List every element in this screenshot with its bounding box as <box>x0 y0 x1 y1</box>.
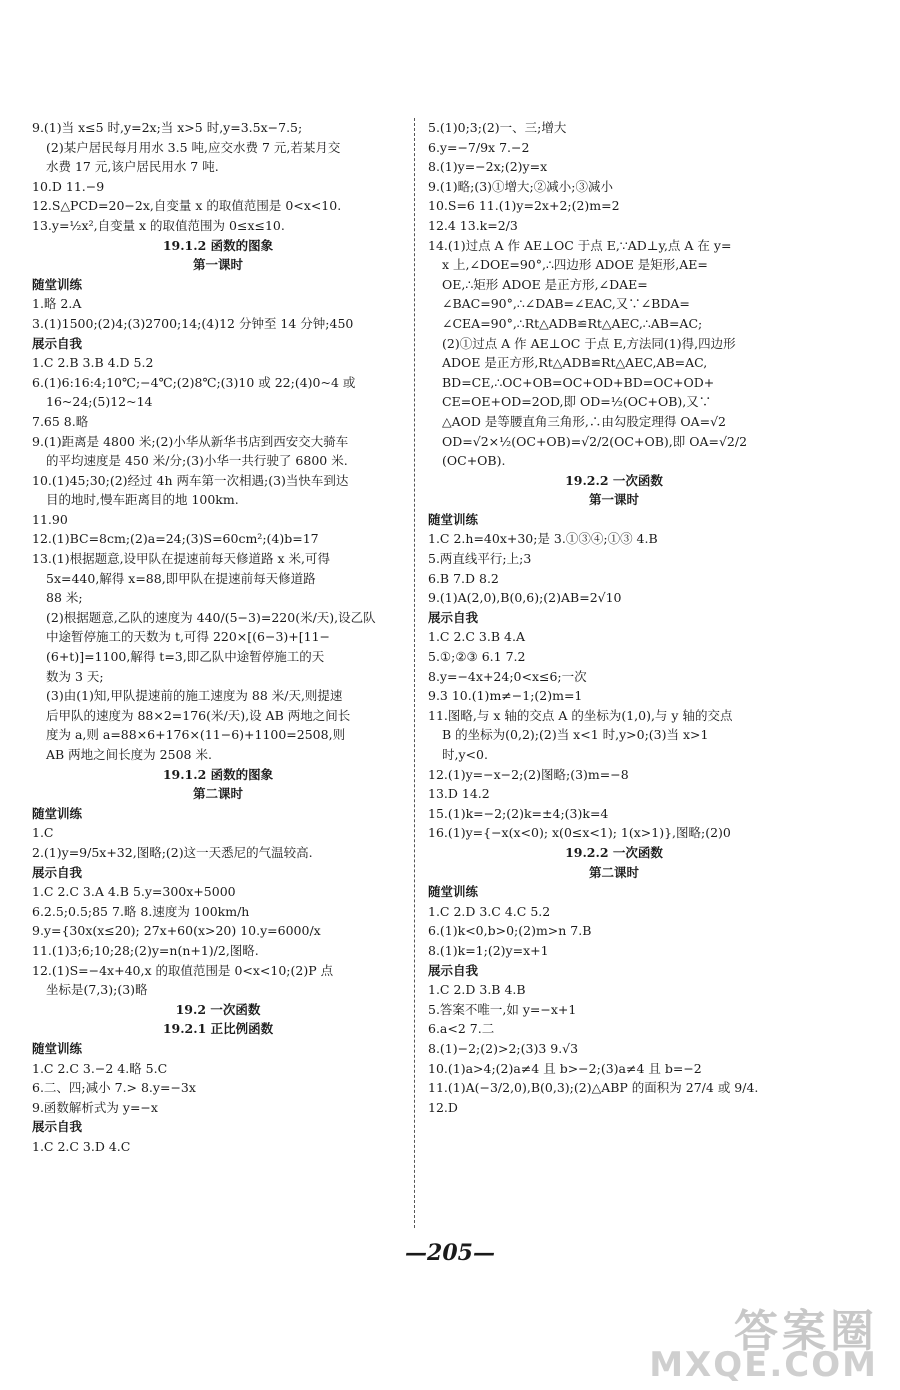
answer-line: △AOD 是等腰直角三角形,∴由勾股定理得 OA=√2 <box>442 413 726 429</box>
answer-line: (2)根据题意,乙队的速度为 440/(5−3)=220(米/天),设乙队 <box>46 609 376 625</box>
answer-line: 13.D 14.2 <box>428 786 490 802</box>
answer-line: 1.C 2.C 3.A 4.B 5.y=300x+5000 <box>32 884 236 900</box>
answer-line: 1.C 2.C 3.D 4.C <box>32 1138 131 1154</box>
answer-line: 88 米; <box>46 590 83 606</box>
section-title: 19.1.2 函数的图象 <box>162 237 274 253</box>
answer-line: 中途暂停施工的天数为 t,可得 220×[(6−3)+[11− <box>46 629 331 645</box>
answer-line: 9.y={30x(x≤20); 27x+60(x>20) 10.y=6000/x <box>32 923 321 939</box>
answer-line: 14.(1)过点 A 作 AE⊥OC 于点 E,∵AD⊥y,点 A 在 y= <box>428 237 732 253</box>
answer-line: 1.C 2.D 3.B 4.B <box>428 982 526 998</box>
subsection-heading: 随堂训练 <box>428 884 479 900</box>
answer-line: 数为 3 天; <box>46 668 104 684</box>
answer-line: 10.D 11.−9 <box>32 178 105 194</box>
answer-line: 6.二、四;减小 7.> 8.y=−3x <box>32 1080 196 1096</box>
subsection-heading: 展示自我 <box>428 962 479 978</box>
answer-line: 度为 a,则 a=88×6+176×(11−6)+1100=2508,则 <box>46 727 346 743</box>
watermark-text: 答案圈 <box>734 1306 878 1357</box>
answer-line: 16~24;(5)12~14 <box>46 394 153 410</box>
answer-line: AB 两地之间长度为 2508 米. <box>46 747 212 762</box>
column-divider <box>414 118 415 1228</box>
answer-line: 8.(1)y=−2x;(2)y=x <box>428 159 548 175</box>
answer-line: 12.(1)BC=8cm;(2)a=24;(3)S=60cm²;(4)b=17 <box>32 531 319 547</box>
answer-line: 6.a<2 7.二 <box>428 1021 495 1037</box>
section-title: 19.1.2 函数的图象 <box>162 766 274 782</box>
answer-line: 12.D <box>428 1099 458 1115</box>
answer-line: 水费 17 元,该户居民用水 7 吨. <box>46 159 219 175</box>
answer-line: 6.(1)6:16:4;10℃;−4℃;(2)8℃;(3)10 或 22;(4)0~4 或 <box>32 374 356 390</box>
answer-line: 1.C 2.C 3.B 4.A <box>428 629 525 645</box>
answer-line: 6.y=−7/9x 7.−2 <box>428 139 530 155</box>
answer-line: 1.C 2.D 3.C 4.C 5.2 <box>428 903 551 919</box>
answer-line: 坐标是(7,3);(3)略 <box>46 982 148 998</box>
section-title: 第二课时 <box>588 864 639 880</box>
section-title: 第一课时 <box>192 257 243 273</box>
subsection-heading: 随堂训练 <box>32 805 83 821</box>
answer-line: 1.C 2.h=40x+30;是 3.①③④;①③ 4.B <box>428 531 658 547</box>
answer-line: 目的地时,慢车距离目的地 100km. <box>46 492 239 508</box>
subsection-heading: 随堂训练 <box>428 511 479 527</box>
watermark-logo <box>649 1295 882 1387</box>
answer-line: (6+t)]=1100,解得 t=3,即乙队中途暂停施工的天 <box>46 649 325 665</box>
answer-line: 11.90 <box>32 511 68 527</box>
answer-line: 7.65 8.略 <box>32 413 89 429</box>
answer-line: 6.B 7.D 8.2 <box>428 570 499 586</box>
answer-line: 8.(1)−2;(2)>2;(3)3 9.√3 <box>428 1040 579 1056</box>
subsection-heading: 展示自我 <box>32 864 83 880</box>
answer-line: 的平均速度是 450 米/分;(3)小华一共行驶了 6800 米. <box>46 453 348 469</box>
answer-line: 5x=440,解得 x=88,即甲队在提速前每天修道路 <box>46 570 316 586</box>
section-title: 19.2.2 一次函数 <box>565 844 663 860</box>
answer-line: 1.C <box>32 825 54 841</box>
answer-line: 5.两直线平行;上;3 <box>428 551 532 567</box>
answer-line: 2.(1)y=9/5x+32,图略;(2)这一天悉尼的气温较高. <box>32 844 313 860</box>
answer-line: 12.(1)S=−4x+40,x 的取值范围是 0<x<10;(2)P 点 <box>32 962 334 978</box>
answer-line: CE=OE+OD=2OD,即 OD=½(OC+OB),又∵ <box>442 394 712 410</box>
subsection-heading: 展示自我 <box>428 609 479 625</box>
answer-line: 10.(1)a>4;(2)a≠4 且 b>−2;(3)a≠4 且 b=−2 <box>428 1060 702 1076</box>
section-title: 第二课时 <box>192 786 243 802</box>
watermark-url: MXQE.COM <box>649 1345 878 1385</box>
answer-line: 12.(1)y=−x−2;(2)图略;(3)m=−8 <box>428 766 629 782</box>
answer-line: 9.(1)A(2,0),B(0,6);(2)AB=2√10 <box>428 590 622 606</box>
answer-line: 8.y=−4x+24;0<x≤6;一次 <box>428 668 587 684</box>
section-title: 19.2.1 正比例函数 <box>162 1021 274 1037</box>
answer-line: (2)某户居民每月用水 3.5 吨,应交水费 7 元,若某月交 <box>46 139 341 155</box>
answer-line: 5.答案不唯一,如 y=−x+1 <box>428 1001 577 1017</box>
answer-line: 9.函数解析式为 y=−x <box>32 1099 158 1115</box>
answer-line: 16.(1)y={−x(x<0); x(0≤x<1); 1(x>1)},图略;(2)0 <box>428 825 731 841</box>
subsection-heading: 随堂训练 <box>32 1040 83 1056</box>
answer-line: 1.C 2.C 3.−2 4.略 5.C <box>32 1060 168 1076</box>
answer-line: 13.y=½x²,自变量 x 的取值范围为 0≤x≤10. <box>32 217 285 233</box>
answer-line: (OC+OB). <box>442 453 506 469</box>
answer-line: 13.(1)根据题意,设甲队在提速前每天修道路 x 米,可得 <box>32 551 331 567</box>
section-title: 第一课时 <box>588 492 639 508</box>
answer-line: 1.C 2.B 3.B 4.D 5.2 <box>32 355 154 371</box>
answer-line: ∠BAC=90°,∴∠DAB=∠EAC,又∵∠BDA= <box>442 296 690 312</box>
answer-line: 11.(1)A(−3/2,0),B(0,3);(2)△ABP 的面积为 27/4 或 9/4. <box>428 1080 759 1096</box>
answer-line: 时,y<0. <box>442 747 488 762</box>
answer-line: 8.(1)k=1;(2)y=x+1 <box>428 942 549 958</box>
answer-line: 10.(1)45;30;(2)经过 4h 两车第一次相遇;(3)当快车到达 <box>32 472 349 488</box>
section-title: 19.2 一次函数 <box>175 1001 261 1017</box>
answer-line: 9.(1)当 x≤5 时,y=2x;当 x>5 时,y=3.5x−7.5; <box>32 120 303 135</box>
answer-line: OE,∴矩形 ADOE 是正方形,∠DAE= <box>442 276 648 292</box>
answer-line: 11.图略,与 x 轴的交点 A 的坐标为(1,0),与 y 轴的交点 <box>428 707 733 723</box>
answer-line: 10.S=6 11.(1)y=2x+2;(2)m=2 <box>428 198 620 214</box>
right-column <box>428 118 800 1117</box>
answer-line: 9.(1)略;(3)①增大;②减小;③减小 <box>428 178 613 194</box>
answer-line: 9.(1)距离是 4800 米;(2)小华从新华书店到西安交大骑车 <box>32 433 349 449</box>
subsection-heading: 展示自我 <box>32 1119 83 1135</box>
answer-line: OD=√2×½(OC+OB)=√2/2(OC+OB),即 OA=√2/2 <box>442 433 748 449</box>
answer-line: ∠CEA=90°,∴Rt△ADB≌Rt△AEC,∴AB=AC; <box>442 315 703 331</box>
answer-line: x 上,∠DOE=90°,∴四边形 ADOE 是矩形,AE= <box>442 257 708 273</box>
subsection-heading: 随堂训练 <box>32 276 83 292</box>
left-column <box>32 118 404 1156</box>
answer-line: 15.(1)k=−2;(2)k=±4;(3)k=4 <box>428 805 609 821</box>
answer-line: ADOE 是正方形,Rt△ADB≌Rt△AEC,AB=AC, <box>442 355 708 371</box>
answer-line: 6.(1)k<0,b>0;(2)m>n 7.B <box>428 923 592 939</box>
answer-line: 3.(1)1500;(2)4;(3)2700;14;(4)12 分钟至 14 分钟;450 <box>32 315 354 331</box>
answer-line: 12.4 13.k=2/3 <box>428 217 518 233</box>
subsection-heading: 展示自我 <box>32 335 83 351</box>
answer-line: 12.S△PCD=20−2x,自变量 x 的取值范围是 0<x<10. <box>32 198 342 214</box>
answer-line: 5.(1)0;3;(2)一、三;增大 <box>428 120 567 135</box>
answer-line: 11.(1)3;6;10;28;(2)y=n(n+1)/2,图略. <box>32 942 259 958</box>
answer-line: 5.①;②③ 6.1 7.2 <box>428 649 526 665</box>
answer-line: BD=CE,∴OC+OB=OC+OD+BD=OC+OD+ <box>442 374 715 390</box>
answer-line: 9.3 10.(1)m≠−1;(2)m=1 <box>428 688 583 704</box>
answer-line: B 的坐标为(0,2);(2)当 x<1 时,y>0;(3)当 x>1 <box>442 727 709 743</box>
answer-line: 后甲队的速度为 88×2=176(米/天),设 AB 两地之间长 <box>46 707 351 723</box>
section-title: 19.2.2 一次函数 <box>565 472 663 488</box>
answer-line: (2)①过点 A 作 AE⊥OC 于点 E,方法同(1)得,四边形 <box>442 335 736 351</box>
answer-line: 6.2.5;0.5;85 7.略 8.速度为 100km/h <box>32 903 250 919</box>
page-number: —205— <box>405 1240 495 1266</box>
answer-line: (3)由(1)知,甲队提速前的施工速度为 88 米/天,则提速 <box>46 688 343 704</box>
answer-line: 1.略 2.A <box>32 296 82 312</box>
